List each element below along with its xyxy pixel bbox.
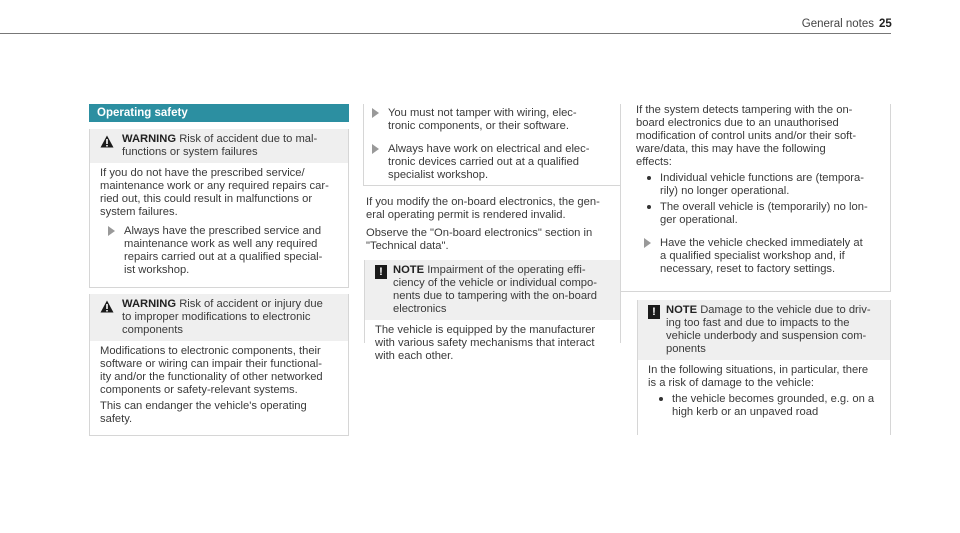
warning-header [90, 294, 348, 341]
note-title-line: ciency of the vehicle or individual compo- [393, 277, 597, 289]
note-header [638, 300, 890, 360]
page-number: 25 [879, 18, 892, 30]
warning-title-line-1: WARNING Risk of accident due to mal- [122, 133, 318, 145]
text-line: board electronics due to an unauthorised [636, 117, 839, 129]
effects-block [636, 104, 888, 279]
note-title-line: nents due to tampering with the on-board [393, 290, 597, 302]
text-line: ity and/or the functionality of other networked [100, 371, 323, 383]
warning-keyword: WARNING [122, 133, 177, 145]
text-line: Observe the "On-board electronics" section in [366, 227, 593, 239]
column-rule [363, 185, 621, 186]
text-line: with various safety mechanisms that interact [375, 337, 595, 349]
warning-box-2 [89, 294, 349, 436]
column-rule [620, 104, 621, 292]
text-line: is a risk of damage to the vehicle: [648, 377, 815, 389]
note-icon: ! [648, 305, 660, 319]
bullet-dot-icon [647, 176, 651, 180]
warning-title-line-2: functions or system failures [122, 146, 258, 158]
text-line: If you modify the on-board electronics, the gen- [366, 196, 600, 208]
warning-title-line-1: WARNING Risk of accident or injury due [122, 298, 323, 310]
note-keyword: NOTE [666, 304, 698, 316]
text-line: eral operating permit is rendered invalid. [366, 209, 566, 221]
text-line: "Technical data". [366, 240, 449, 252]
text-line: In the following situations, in particular, there [648, 364, 869, 376]
note-title-line: ing too fast and due to impacts to the [666, 317, 850, 329]
section-title: Operating safety [89, 104, 349, 122]
bullet-dot-icon [647, 205, 651, 209]
list-item: Individual vehicle functions are (tempora- rily) no longer operational. [636, 172, 888, 198]
header-title: General notes [801, 18, 874, 30]
bullet-dot-icon [659, 397, 663, 401]
warning-body [90, 341, 348, 432]
text-line: ried out, this could result in malfunctions or [100, 193, 313, 205]
warning-title-line-3: components [122, 324, 183, 336]
step-arrow-icon [108, 226, 115, 236]
text-line: Modifications to electronic components, their [100, 345, 321, 357]
note-body [365, 320, 620, 369]
instruction-step: Always have work on electrical and elec- tronic devices carried out at a qualified specialist workshop. [364, 143, 620, 182]
warning-box-1 [89, 129, 349, 288]
instruction-step: Always have the prescribed service and maintenance work as well any required repairs carried out at a qualified special- ist workshop. [100, 225, 338, 277]
continued-steps [364, 104, 620, 185]
text-line: effects: [636, 156, 672, 168]
list-item: The overall vehicle is (temporarily) no lon- ger operational. [636, 201, 888, 227]
instruction-step: Have the vehicle checked immediately at a qualified specialist workshop and, if necessary, reset to factory settings. [636, 237, 888, 276]
text-line: ware/data, this may have the following [636, 143, 826, 155]
instruction-step: You must not tamper with wiring, elec- tronic components, or their software. [364, 107, 620, 133]
text-line: with each other. [375, 350, 454, 362]
note-icon: ! [375, 265, 387, 279]
text-line: If you do not have the prescribed service/ [100, 167, 305, 179]
warning-body [90, 163, 348, 286]
warning-keyword: WARNING [122, 298, 177, 310]
text-line: If the system detects tampering with the on- [636, 104, 853, 116]
note-box [364, 260, 621, 362]
note-title-line: electronics [393, 303, 447, 315]
warning-triangle-icon [100, 135, 114, 148]
note-title-line: vehicle underbody and suspension com- [666, 330, 867, 342]
text-line: modification of control units and/or their soft- [636, 130, 857, 142]
text-line: software or wiring can impair their functional- [100, 358, 322, 370]
note-title-line-1: NOTE Impairment of the operating effi- [393, 264, 586, 276]
note-box [637, 300, 891, 435]
text-line: The vehicle is equipped by the manufacturer [375, 324, 596, 336]
text-line: maintenance work or any required repairs car- [100, 180, 329, 192]
step-arrow-icon [644, 238, 651, 248]
text-line: safety. [100, 413, 133, 425]
note-header [365, 260, 620, 320]
note-title-line-1: NOTE Damage to the vehicle due to driv- [666, 304, 871, 316]
warning-header [90, 129, 348, 163]
paragraph [366, 227, 622, 253]
text-line: This can endanger the vehicle's operating [100, 400, 307, 412]
text-line: system failures. [100, 206, 178, 218]
warning-title-line-2: to improper modifications to electronic [122, 311, 311, 323]
paragraph [366, 196, 622, 222]
column-rule [890, 104, 891, 292]
text-line: components or safety-relevant systems. [100, 384, 298, 396]
warning-body-2 [100, 400, 338, 426]
warning-triangle-icon [100, 300, 114, 313]
note-title-line: ponents [666, 343, 706, 355]
step-arrow-icon [372, 144, 379, 154]
list-item: the vehicle becomes grounded, e.g. on a high kerb or an unpaved road [648, 393, 880, 419]
header-rule [0, 33, 891, 34]
note-keyword: NOTE [393, 264, 425, 276]
column-rule [620, 291, 891, 292]
step-arrow-icon [372, 108, 379, 118]
note-body [638, 360, 890, 428]
